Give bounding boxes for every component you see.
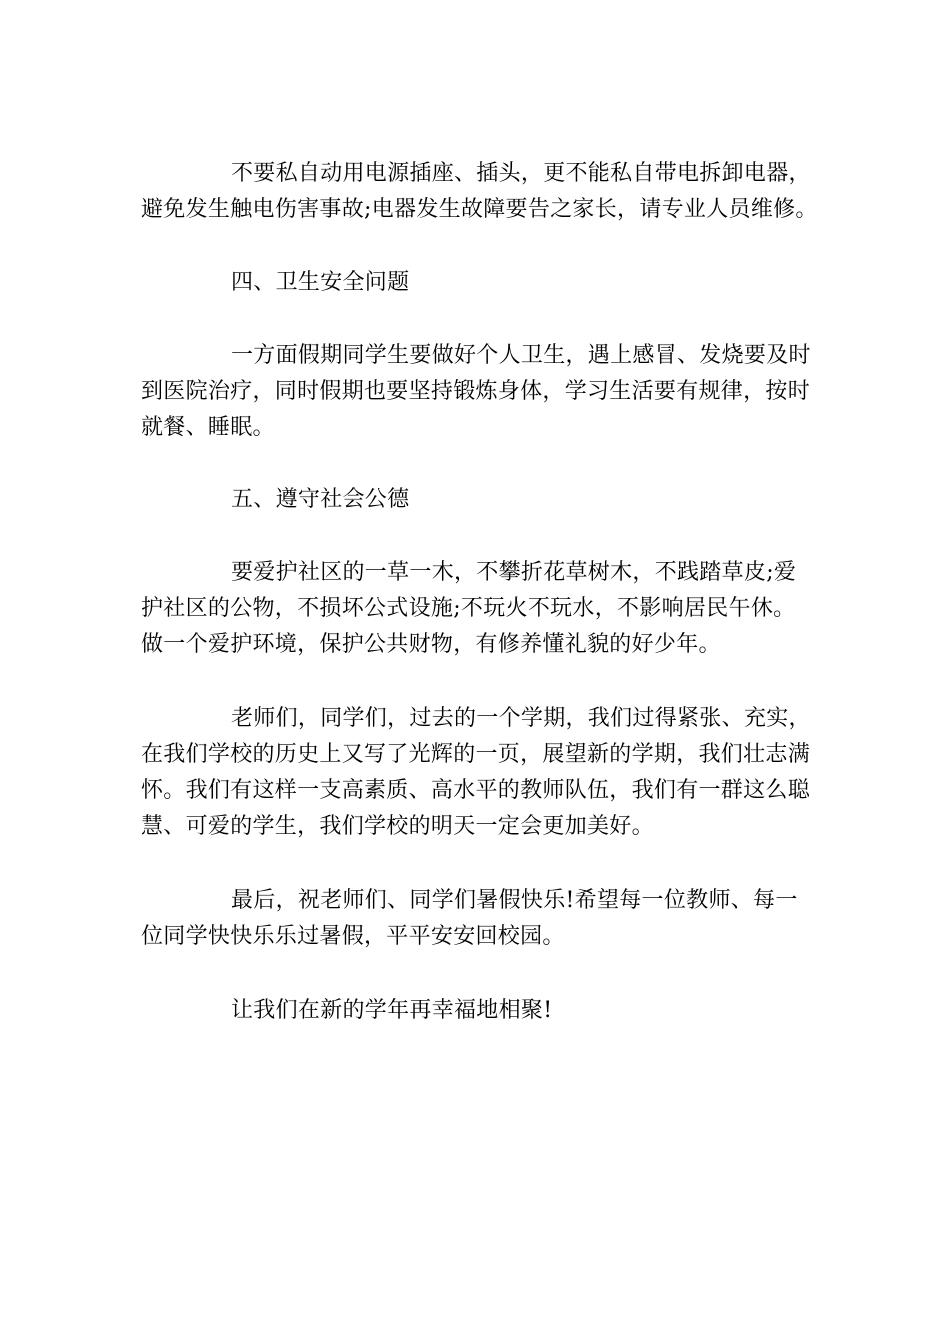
text-line: 最后，祝老师们、同学们暑假快乐!希望每一位教师、每一: [231, 888, 798, 913]
text-line: 避免发生触电伤害事故;电器发生故障要告之家长，请专业人员维修。: [141, 197, 818, 222]
text-line: 慧、可爱的学生，我们学校的明天一定会更加美好。: [141, 814, 654, 839]
paragraph-electrical-safety: [141, 156, 818, 228]
text-line: 让我们在新的学年再幸福地相聚!: [231, 998, 553, 1023]
text-line: 就餐、睡眠。: [141, 415, 275, 440]
text-line: 位同学快快乐乐过暑假，平平安安回校园。: [141, 924, 565, 949]
paragraph-holiday-wishes: [141, 883, 811, 955]
paragraph-closing: [141, 993, 811, 1029]
text-line: 一方面假期同学生要做好个人卫生，遇上感冒、发烧要及时: [231, 343, 811, 368]
text-line: 护社区的公物，不损坏公式设施;不玩火不玩水，不影响居民午休。: [141, 596, 796, 621]
paragraph-social-ethics: [141, 555, 811, 663]
text-line: 做一个爱护环境，保护公共财物，有修养懂礼貌的好少年。: [141, 632, 721, 657]
text-line: 不要私自动用电源插座、插头，更不能私自带电拆卸电器，: [231, 161, 811, 186]
heading-text: 五、遵守社会公德: [231, 487, 410, 512]
text-line: 要爱护社区的一草一木，不攀折花草树木，不践踏草皮;爱: [231, 560, 797, 585]
heading-text: 四、卫生安全问题: [231, 270, 410, 295]
text-line: 怀。我们有这样一支高素质、高水平的教师队伍，我们有一群这么聪: [141, 778, 811, 803]
text-line: 在我们学校的历史上又写了光辉的一页，展望新的学期，我们壮志满: [141, 742, 811, 767]
section-heading-hygiene: [141, 265, 811, 301]
text-line: 到医院治疗，同时假期也要坚持锻炼身体，学习生活要有规律，按时: [141, 379, 811, 404]
paragraph-hygiene: [141, 338, 811, 446]
paragraph-semester-review: [141, 701, 811, 845]
section-heading-social-ethics: [141, 482, 811, 518]
text-line: 老师们，同学们，过去的一个学期，我们过得紧张、充实，: [231, 706, 811, 731]
